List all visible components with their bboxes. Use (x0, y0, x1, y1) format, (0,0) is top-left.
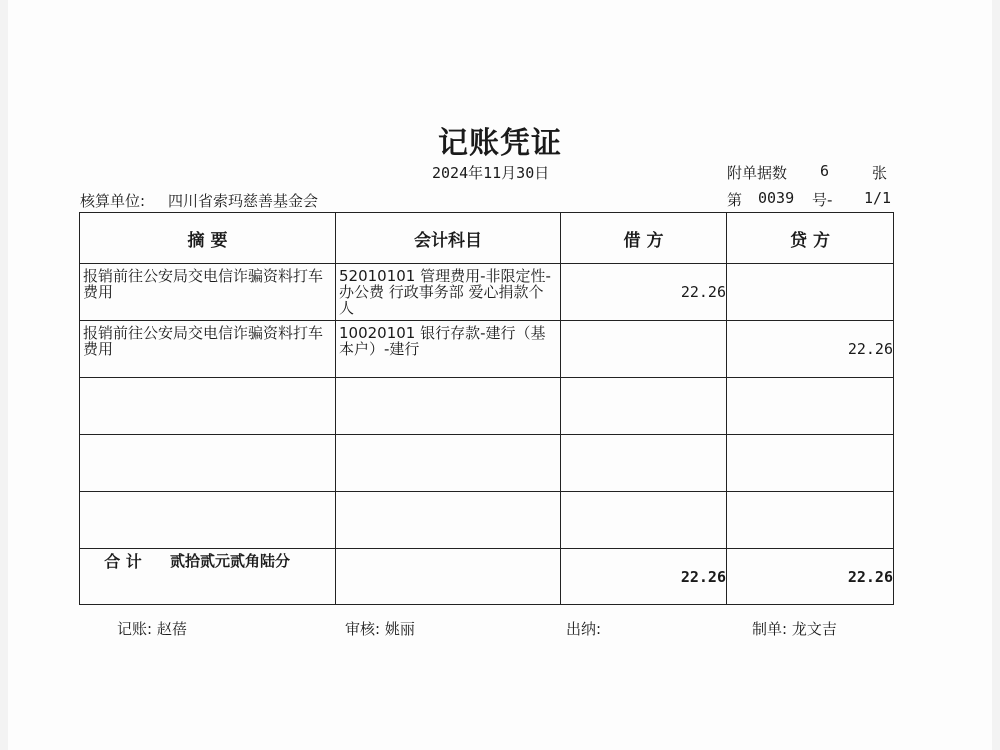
table-row (80, 378, 894, 435)
total-row (80, 549, 894, 605)
credit-cell (727, 492, 894, 549)
voucher-date: 2024年11月30日 (432, 164, 550, 182)
summary-text (80, 492, 335, 496)
account-cell (336, 435, 561, 492)
summary-text: 报销前往公安局交电信诈骗资料打车费用 (83, 324, 324, 358)
attachments-label: 附单据数 (727, 164, 788, 182)
bookkeeper-signature: 记账: 赵蓓 (117, 620, 187, 638)
cashier-signature: 出纳: (566, 620, 602, 638)
reviewer-signature: 审核: 姚丽 (345, 620, 415, 638)
account-text: 52010101 管理费用-非限定性-办公费 行政事务部 爱心捐款个人 (339, 267, 551, 317)
attachments-count: 6 (820, 162, 830, 180)
credit-cell (727, 378, 894, 435)
summary-cell (80, 378, 336, 435)
table-row (80, 321, 894, 378)
total-label: 合 计 (104, 552, 142, 571)
preparer-signature: 制单: 龙文吉 (752, 620, 837, 638)
total-blank-cell (336, 549, 561, 605)
credit-cell: 22.26 (727, 321, 894, 378)
header-credit: 贷 方 (727, 213, 894, 264)
total-cell (80, 549, 336, 605)
account-cell (336, 264, 561, 321)
table-row (80, 264, 894, 321)
header-debit: 借 方 (561, 213, 727, 264)
debit-cell: 22.26 (561, 264, 727, 321)
credit-cell (727, 264, 894, 321)
debit-cell (561, 378, 727, 435)
debit-cell (561, 492, 727, 549)
summary-text (80, 378, 335, 382)
voucher-page: 1/1 (864, 189, 892, 207)
total-amount-words: 贰拾贰元贰角陆分 (170, 552, 291, 570)
account-text: 10020101 银行存款-建行（基本户）-建行 (339, 324, 546, 358)
account-cell (336, 492, 561, 549)
summary-cell (80, 264, 336, 321)
account-text (336, 492, 560, 496)
summary-cell (80, 492, 336, 549)
header-row (80, 213, 894, 264)
header-account: 会计科目 (336, 213, 561, 264)
summary-cell (80, 435, 336, 492)
voucher-no-number: 0039 (758, 189, 795, 207)
table-row (80, 435, 894, 492)
summary-text: 报销前往公安局交电信诈骗资料打车费用 (83, 267, 324, 301)
total-debit: 22.26 (561, 549, 727, 605)
voucher-no-prefix: 第 (727, 191, 743, 209)
voucher-title: 记账凭证 (438, 126, 562, 161)
voucher-no-suffix: 号- (812, 191, 833, 209)
voucher-table (79, 212, 894, 605)
unit-label: 核算单位: (80, 192, 146, 210)
account-cell (336, 321, 561, 378)
account-cell (336, 378, 561, 435)
unit-name: 四川省索玛慈善基金会 (168, 192, 319, 210)
header-summary: 摘 要 (80, 213, 336, 264)
account-text (336, 378, 560, 382)
account-text (336, 435, 560, 439)
debit-cell (561, 321, 727, 378)
credit-cell (727, 435, 894, 492)
summary-text (80, 435, 335, 439)
attachments-unit: 张 (872, 164, 888, 182)
table-row (80, 492, 894, 549)
debit-cell (561, 435, 727, 492)
summary-cell (80, 321, 336, 378)
total-credit: 22.26 (727, 549, 894, 605)
